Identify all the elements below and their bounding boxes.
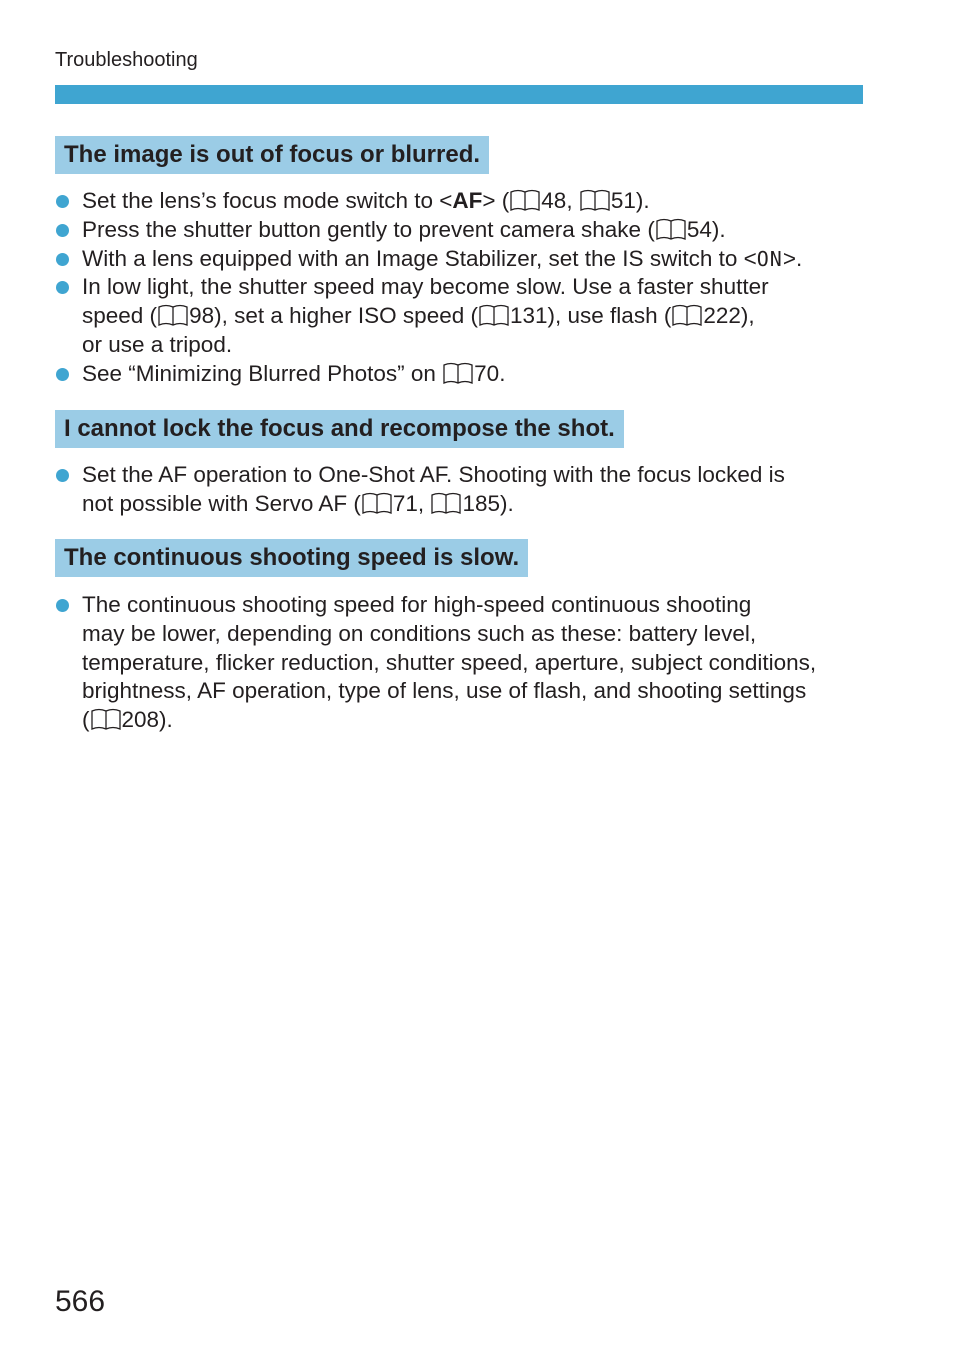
af-mode-label: AF [452,188,483,213]
list-item [55,245,870,274]
header-accent-bar [55,85,863,104]
text: >. [782,245,803,271]
book-icon [479,304,509,326]
item-line: In low light, the shutter speed may become slow. Use a faster shutter [82,274,769,300]
page-ref[interactable]: 51 [610,188,636,213]
text: ). [711,216,726,242]
text: ). [159,707,173,733]
text: Press the shutter button gently to prevent camera shake ( [82,216,655,242]
item-line: Set the AF operation to One-Shot AF. Shooting with the focus locked is [82,462,785,487]
bullet-icon [56,281,69,294]
text: With a lens equipped with an Image Stabilizer, set the IS switch to < [82,245,757,271]
book-icon [91,708,121,730]
item-line: may be lower, depending on conditions such as these: battery level, [82,620,757,646]
section-list-continuous-speed [55,591,870,735]
item-line: The continuous shooting speed for high-speed continuous shooting [82,592,752,617]
page-ref[interactable]: 71 [392,490,418,516]
section-list-out-of-focus [55,187,870,389]
item-line: temperature, flicker reduction, shutter speed, aperture, subject conditions, [82,649,817,675]
page-ref[interactable]: 185 [462,490,500,516]
text: See “Minimizing Blurred Photos” on [82,360,443,386]
bullet-icon [56,224,69,237]
text: ), use flash ( [547,303,672,329]
bullet-icon [56,599,69,612]
page-number: 566 [55,1285,106,1318]
text: ), set a higher ISO speed ( [214,303,478,329]
item-line [82,706,870,735]
list-item [55,273,870,359]
page-ref[interactable]: 222 [703,303,741,329]
running-header: Troubleshooting [55,49,198,71]
text: ( [82,707,90,733]
bullet-icon [56,368,69,381]
on-switch-icon: ON [756,246,783,271]
page-ref[interactable]: 98 [189,303,215,329]
text: speed ( [82,303,158,329]
item-line [82,216,870,245]
text: , [417,490,431,516]
item-line [82,187,870,216]
item-line [82,490,870,519]
list-item [55,216,870,245]
book-icon [443,362,473,384]
list-item [55,591,870,735]
text: not possible with Servo AF ( [82,490,361,516]
book-icon [510,189,540,211]
section-title-out-of-focus: The image is out of focus or blurred. [55,136,489,174]
list-item [55,461,870,519]
item-line: brightness, AF operation, type of lens, use of flash, and shooting settings [82,678,807,704]
list-item [55,360,870,389]
item-line: or use a tripod. [82,331,233,357]
item-line [82,360,870,389]
page-ref[interactable]: 70 [474,360,500,386]
item-line [82,302,870,331]
list-item [55,187,870,216]
book-icon [431,492,461,514]
item-line [82,245,870,274]
text: > ( [482,188,510,213]
text: ). [499,490,514,516]
page-ref[interactable]: 48 [541,188,567,213]
book-icon [158,304,188,326]
book-icon [362,492,392,514]
section-title-focus-lock: I cannot lock the focus and recompose the shot. [55,410,624,448]
page-ref[interactable]: 208 [121,707,160,733]
page-ref[interactable]: 131 [509,303,548,329]
text: Set the lens’s focus mode switch to < [82,188,453,213]
section-list-focus-lock [55,461,870,519]
page-ref[interactable]: 54 [686,216,712,242]
text: ), [740,303,755,329]
book-icon [580,189,610,211]
book-icon [656,218,686,240]
book-icon [672,304,702,326]
section-title-continuous-speed: The continuous shooting speed is slow. [55,539,528,577]
text: . [499,360,506,386]
bullet-icon [56,195,69,208]
bullet-icon [56,253,69,266]
text: ). [635,188,650,213]
text: , [566,188,579,213]
bullet-icon [56,469,69,482]
